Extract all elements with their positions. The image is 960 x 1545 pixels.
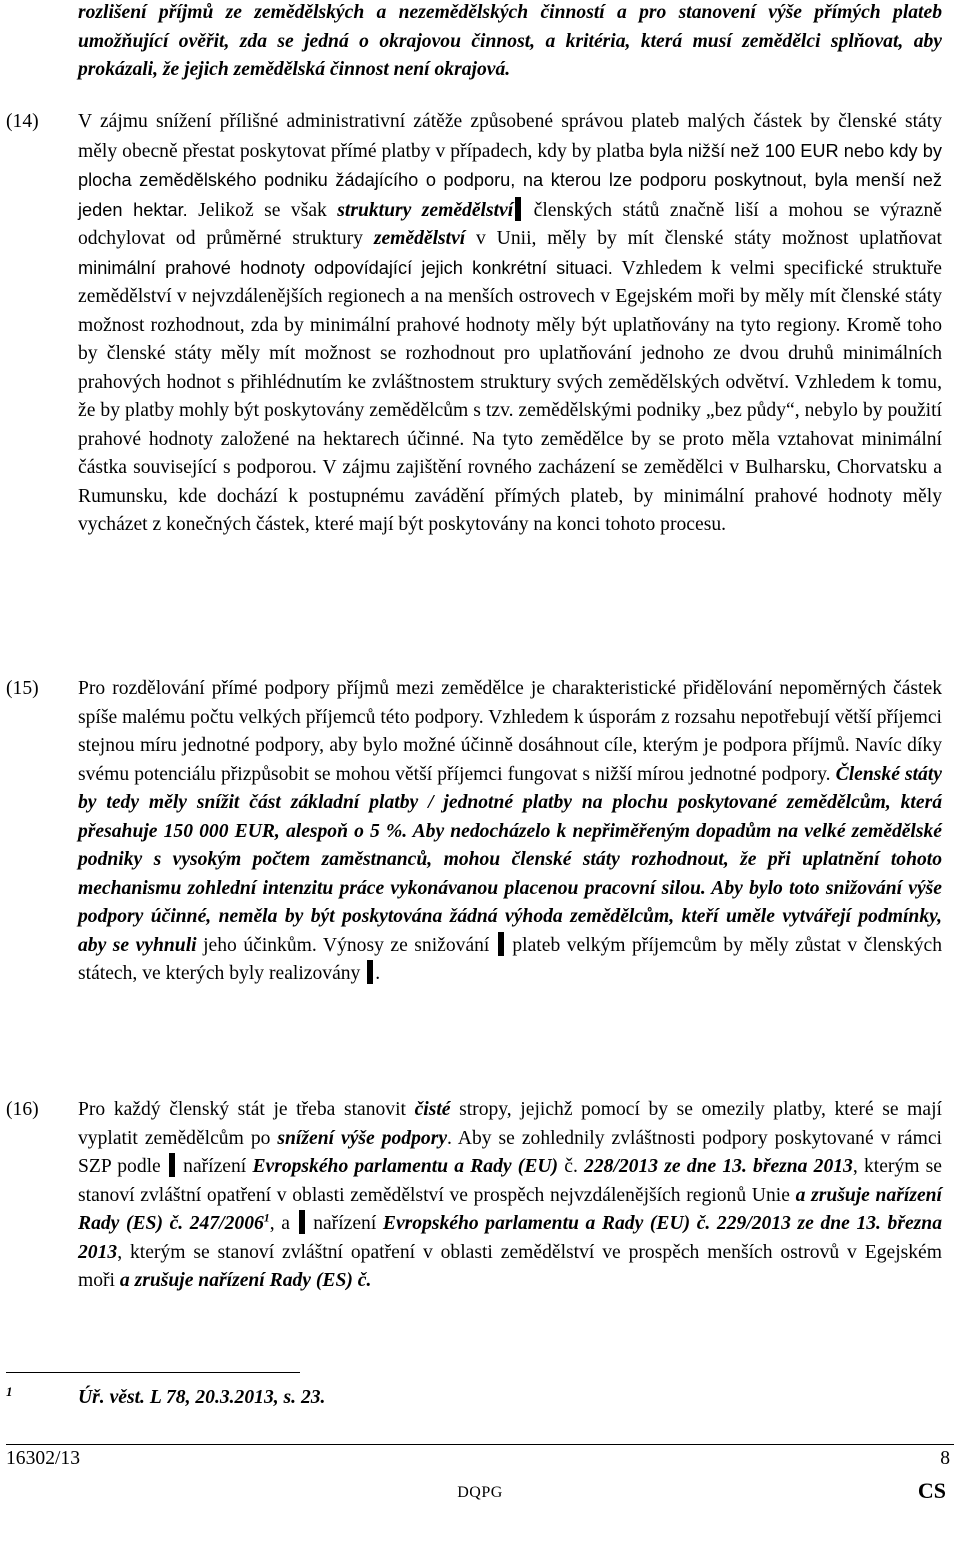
- paragraph-15: [78, 675, 942, 989]
- p14-text-8: minimální prahové hodnoty odpovídající jejich konkrétní situaci.: [78, 257, 613, 278]
- p15-text-4: plateb velkým příjemcům by měly zůstat v členských státech, ve kterých byly realizovány: [78, 934, 942, 984]
- p16-text-15: , kterým se stanoví zvláštní opatření v oblasti zemědělství ve prospěch menších ostrovů v Egejském moři: [78, 1241, 942, 1291]
- p16-emph-2: snížení výše podpory: [277, 1127, 448, 1149]
- directorate-code: DQPG: [457, 1484, 503, 1501]
- p15-text-1: Pro rozdělování přímé podpory příjmů mezi zemědělce je charakteristické přidělování nepoměrných částek spíše malému počtu velkých příjemců této podpory. Vzhledem k úsporám z rozsahu nepotřebují větší příjemci stejnou míru jednotné podpory, aby bylo možné účinně dosáhnout cíle, kterým je podpora příjmů. Navíc díky svému potenciálu přizpůsobit se mohou větší příjemci fungovat s nižší mírou jednotné podpory.: [78, 678, 942, 785]
- deletion-marker: [299, 1210, 305, 1234]
- intro-paragraph: rozlišení příjmů ze zemědělských a nezemědělských činností a pro stanovení výše přímých plateb umožňující ověřit, zda se jedná o okrajovou činnost, a kritéria, která musí zemědělci splňovat, aby prokázali, že jejich zemědělská činnost není okrajová.: [78, 2, 942, 80]
- p16-text-6: nařízení: [176, 1156, 253, 1177]
- p14-text-9: Vzhledem k velmi specifické struktuře zemědělství v nejvzdálenějších regionech a na menších ostrovech v Egejském moři by měly mít členské státy možnost rozhodnout, zda by minimální prahové hodnoty měly být uplatňovány na tyto regiony. Kromě toho by členské státy měly mít možnost se rozhodnout pro uplatňování jednoho ze dvou druhů minimálních prahových hodnot s přihlédnutím ke zvláštnostem struktury svých zemědělských odvětví. Vzhledem k tomu, že by platby mohly být poskytovány zemědělcům s tzv. zemědělskými podniky „bez půdy“, nebylo by použití prahové hodnoty založené na hektarech účinné. Na tyto zemědělce by se proto měla vztahovat minimální částka související s podporou. V zájmu zajištění rovného zacházení se zemědělci v Bulharsku, Chorvatsku a Rumunsku, kde dochází k postupnému zavádění přímých plateb, by minimální prahové hodnoty měly vycházet z konečných částek, které mají být poskytovány na konci tohoto procesu.: [78, 257, 942, 535]
- p16-text-3: stropy, jejichž pomocí by se omezily platby, které se mají vyplatit zemědělcům po: [78, 1099, 942, 1149]
- p14-text-5: členských států značně liší a mohou se výrazně odchylovat od průměrné struktury: [78, 199, 942, 249]
- footnote-reference[interactable]: 1: [263, 1210, 270, 1225]
- p16-text-12: , a: [269, 1213, 297, 1234]
- p14-text-2: byla nižší než 100 EUR nebo kdy by plocha zemědělského podniku žádajícího o podporu, na kterou lze podporu poskytnout, byla menší než jeden hektar.: [78, 140, 942, 220]
- p14-text-3: Jelikož se však: [187, 199, 338, 221]
- p16-emph-7: a zrušuje nařízení Rady (ES) č.: [119, 1270, 372, 1291]
- p14-emph-1: struktury zemědělství: [337, 199, 514, 221]
- p15-text-5: .: [375, 963, 381, 984]
- footnote-separator: [6, 1372, 300, 1373]
- paragraph-number-16: (16): [6, 1099, 39, 1120]
- paragraph-number-14: (14): [6, 111, 39, 132]
- deletion-marker: [367, 960, 373, 984]
- p16-text-13: nařízení: [306, 1213, 383, 1234]
- document-reference: 16302/13: [6, 1448, 81, 1469]
- paragraph-14: [78, 108, 942, 540]
- page-number: 8: [940, 1448, 950, 1469]
- p15-emph-1: Členské státy by tedy měly snížit část základní platby / jednotné platby na plochu poskytované zemědělcům, která přesahuje 150 000 EUR, alespoň o 5 %. Aby nedocházelo k nepřiměřeným dopadům na velké zemědělské podniky s vysokým počtem zaměstnanců, mohou členské státy rozhodnout, že při uplatnění tohoto mechanismu zohlední intenzitu práce vykonávanou placenou pracovní silou. Aby bylo toto snižování výše podpory účinné, neměla by být poskytována žádná výhoda zemědělcům, kteří uměle vytvářejí podmínky, aby se vyhnuli: [78, 763, 942, 956]
- p14-emph-2: zemědělství: [373, 228, 466, 249]
- deletion-marker: [169, 1153, 175, 1177]
- p14-text-1: V zájmu snížení přílišné administrativní zátěže způsobené správou plateb malých částek by členské státy měly obecně přestat poskytovat přímé platby v případech, kdy by platba: [78, 111, 942, 162]
- paragraph-number-15: (15): [6, 678, 39, 699]
- p16-text-8: č.: [558, 1156, 585, 1177]
- paragraph-16: [78, 1096, 942, 1296]
- p16-text-1: Pro každý členský stát je třeba stanovit: [78, 1099, 415, 1120]
- p14-text-7: v Unii, měly by mít členské státy možnost uplatňovat: [465, 228, 942, 249]
- footnote-text: Úř. věst. L 78, 20.3.2013, s. 23.: [78, 1387, 326, 1408]
- p16-emph-5: a zrušuje nařízení Rady (ES) č. 247/2006: [78, 1184, 942, 1234]
- p16-emph-1: čisté: [414, 1099, 451, 1120]
- p16-emph-6: Evropského parlamentu a Rady (EU) č. 229/2013 ze dne 13. března 2013: [78, 1213, 942, 1263]
- p15-text-3: jeho účinkům. Výnosy ze snižování: [196, 934, 496, 956]
- language-code: CS: [917, 1478, 946, 1503]
- p16-emph-3: Evropského parlamentu a Rady (EU): [252, 1156, 559, 1177]
- p16-emph-4: 228/2013 ze dne 13. března 2013: [584, 1156, 853, 1177]
- p16-text-10: , kterým se stanoví zvláštní opatření v oblasti zemědělství ve prospěch nejvzdálenějších regionů Unie: [78, 1156, 942, 1206]
- p16-text-5: . Aby se zohlednily zvláštnosti podpory poskytované v rámci SZP podle: [78, 1127, 942, 1177]
- footnote-number: 1: [6, 1384, 13, 1399]
- deletion-marker: [498, 932, 504, 956]
- deletion-marker: [515, 197, 521, 221]
- footer-divider: [6, 1444, 954, 1445]
